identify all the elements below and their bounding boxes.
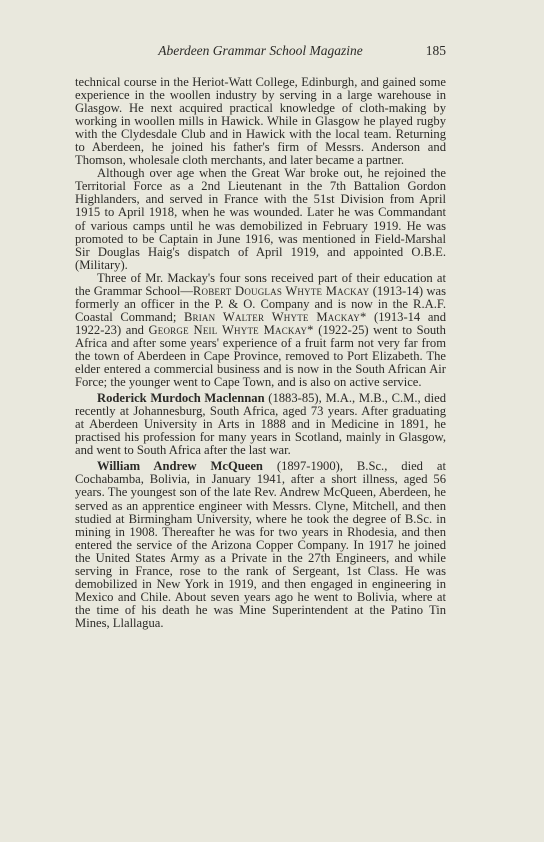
sons-text-1: Three of Mr. Mackay's four sons received part of their education at the Grammar School— (75, 270, 446, 298)
obituary-name-mcqueen: William Andrew McQueen (97, 459, 263, 474)
son-name-robert: Robert Douglas Whyte Mackay (192, 283, 370, 298)
running-title: Aberdeen Grammar School Magazine (158, 43, 363, 58)
obituary-text-mcqueen: (1897-1900), B.Sc., died at Cochabamba, Bolivia, in January 1941, after a short illness, aged 56 years. The youngest son of the late Rev. Andrew McQueen, Aberdeen, he served as an apprentice engineer with Messrs. Clyne, Mitchell, and then studied at Birmingham University, where he took the degree of B.Sc. in mining in 1908. Thereafter he was for two years in Rhodesia, and then entered the service of the Arizona Copper Company. In 1917 he joined the United States Army as a Private in the 27th Engineers, and while serving in France, rose to the rank of Sergeant, 1st Class. He was demobilized in New York in 1919, and then engaged in engineering in Mexico and Chile. About seven years ago he went to Bolivia, where at the time of his death he was Mine Superintendent at the Patino Tin Mines, Llallagua. (75, 459, 446, 630)
paragraph-war-service: Although over age when the Great War broke out, he rejoined the Territorial Force as a 2nd Lieutenant in the 7th Battalion Gordon Highlanders, and served in France with the 51st Division from April 1915 to April 1918, when he was wounded. Later he was Commandant of various camps until he was demobilized in February 1919. He was promoted to be Captain in June 1916, was mentioned in Field-Marshal Sir Douglas Haig's dispatch of April 1919, and appointed O.B.E. (Military). (75, 166, 446, 272)
obituary-text-maclennan: (1883-85), M.A., M.B., C.M., died recently at Johannesburg, South Africa, aged 73 years. After graduating at Aberdeen University in Arts in 1888 and in Medicine in 1891, he practised his profession for many years in Scotland, mainly in Glasgow, and went to South Africa after the last war. (75, 391, 446, 458)
obituary-maclennan (75, 392, 446, 457)
article-body (75, 76, 446, 630)
page-header (75, 43, 446, 63)
sons-text-4: (1922-25) went to South Africa and after some years' experience of a fruit farm not very far from the town of Aberdeen in Cape Province, removed to Port Elizabeth. The elder entered a commercial business and is now in the South African Air Force; the younger went to Cape Town, and is also on active service. (75, 322, 446, 390)
paragraph-continuation: technical course in the Heriot-Watt College, Edinburgh, and gained some experience in the woollen industry by serving in a large warehouse in Glasgow. He next acquired practical knowledge of cloth-making by working in woollen mills in Hawick. While in Glasgow he played rugby with the Clydesdale Club and in Hawick with the local team. Returning to Aberdeen, he joined his father's firm of Messrs. Anderson and Thomson, wholesale cloth merchants, and later became a partner. (75, 75, 446, 168)
son-name-brian: Brian Walter Whyte Mackay* (183, 309, 367, 324)
son-name-george: George Neil Whyte Mackay* (148, 322, 314, 337)
obituary-name-maclennan: Roderick Murdoch Maclennan (97, 391, 265, 406)
obituary-mcqueen (75, 460, 446, 630)
page-number: 185 (425, 43, 446, 58)
paragraph-sons (75, 272, 446, 389)
sons-text-3: (1913-14 and 1922-23) and (75, 309, 447, 337)
sons-text-2: (1913-14) was formerly an officer in the P. & O. Company and is now in the R.A.F. Coastal Command; (75, 283, 447, 324)
